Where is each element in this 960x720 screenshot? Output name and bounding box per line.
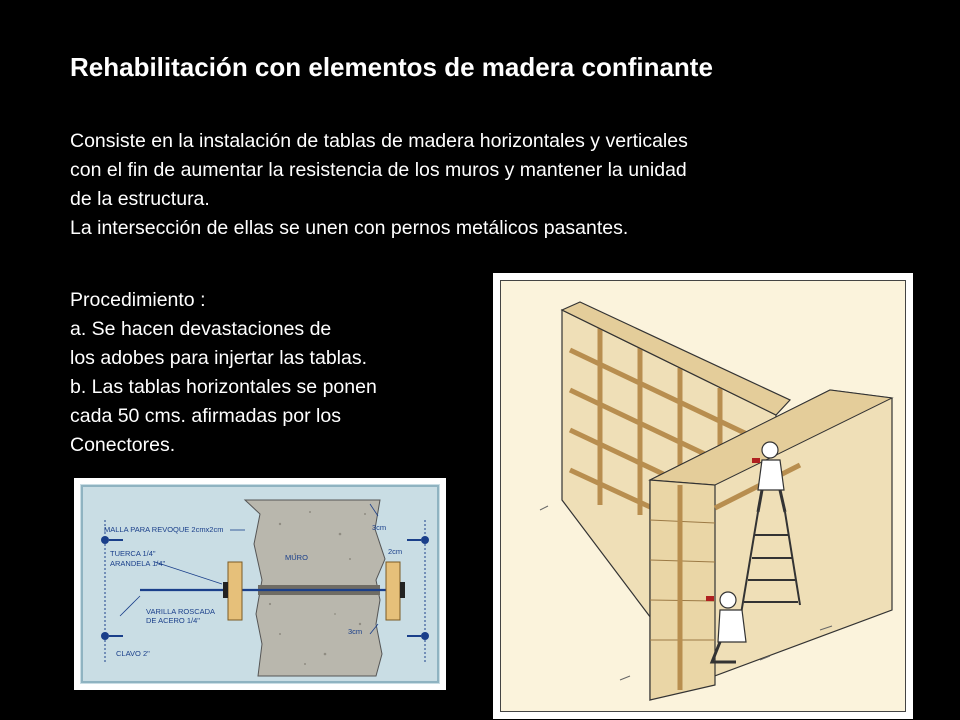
label-dim-side: 2cm: [388, 547, 403, 556]
procedure-line: Conectores.: [70, 434, 176, 456]
intro-line: La intersección de ellas se unen con pernos metálicos pasantes.: [70, 217, 629, 239]
right-nut: [400, 582, 405, 598]
label-dim-bottom: 3cm: [348, 627, 363, 636]
right-wood-board: [386, 562, 400, 620]
label-varilla-1: VARILLA ROSCADA: [146, 607, 216, 616]
procedure-line: los adobes para injertar las tablas.: [70, 347, 368, 369]
label-clavo: CLAVO 2": [116, 649, 150, 658]
label-varilla-2: DE ACERO 1/4": [146, 616, 200, 625]
procedure-heading: Procedimiento :: [70, 289, 206, 311]
slide-title: Rehabilitación con elementos de madera confinante: [70, 52, 713, 82]
connector-detail-drawing: [80, 484, 440, 684]
left-nut: [223, 582, 228, 598]
procedure-line: cada 50 cms. afirmadas por los: [70, 405, 341, 427]
intro-line: Consiste en la instalación de tablas de madera horizontales y verticales: [70, 130, 688, 152]
wall-illustration-figure: [493, 273, 913, 719]
intro-paragraph: [70, 127, 870, 243]
procedure-line: a. Se hacen devastaciones de: [70, 318, 332, 340]
label-muro: MURO: [285, 553, 308, 562]
left-wood-board: [228, 562, 242, 620]
label-dim-top: 3cm: [372, 523, 387, 532]
intro-line: de la estructura.: [70, 188, 210, 210]
label-arandela: ARANDELA 1/4": [110, 559, 166, 568]
label-malla: MALLA PARA REVOQUE 2cmx2cm: [104, 525, 224, 534]
intro-line: con el fin de aumentar la resistencia de los muros y mantener la unidad: [70, 159, 687, 181]
procedure-line: b. Las tablas horizontales se ponen: [70, 376, 377, 398]
label-tuerca: TUERCA 1/4": [110, 549, 156, 558]
connector-detail-figure: [74, 478, 446, 690]
wall-illustration: [500, 280, 906, 712]
procedure-text: [70, 286, 470, 460]
